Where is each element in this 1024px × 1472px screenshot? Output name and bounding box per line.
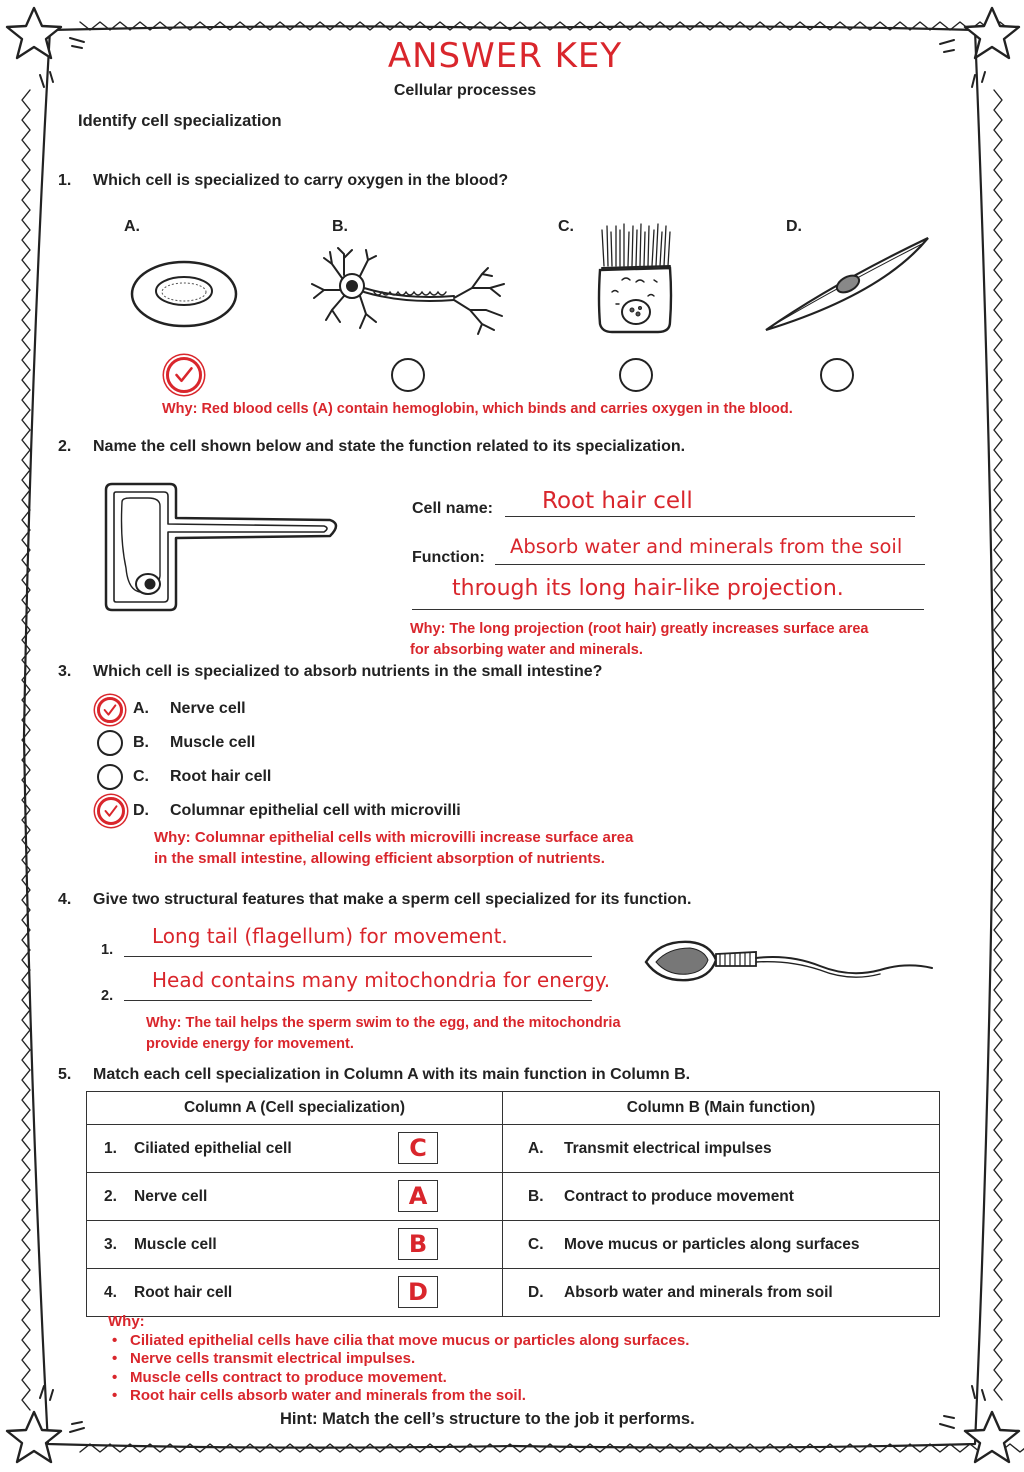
option-letter: B. <box>133 734 149 751</box>
table-row <box>87 1173 940 1221</box>
checkbox-checked[interactable] <box>97 797 125 825</box>
row-number: 4. <box>104 1283 117 1301</box>
cell-name-answer: Root hair cell <box>542 488 693 514</box>
q4-answer-1: Long tail (flagellum) for movement. <box>152 924 508 948</box>
question-number: 2. <box>58 438 72 455</box>
checkbox[interactable] <box>97 730 123 756</box>
option-label-d: D. <box>786 218 802 235</box>
question-4 <box>0 891 1024 913</box>
column-b-cell <box>503 1269 940 1317</box>
why-item: • Ciliated epithelial cells have cilia that move mucus or particles along surfaces. <box>108 1332 689 1351</box>
option-a-radio[interactable] <box>166 357 202 393</box>
why-list <box>108 1332 689 1406</box>
function-text: Contract to produce movement <box>564 1187 794 1205</box>
page-subtitle: Cellular processes <box>393 82 537 99</box>
cell-type: Ciliated epithelial cell <box>134 1139 292 1157</box>
q3-option-d[interactable] <box>95 796 595 826</box>
function-answer-line-2: through its long hair-like projection. <box>452 576 844 601</box>
column-a-cell <box>87 1269 503 1317</box>
function-label: Function: <box>412 549 485 566</box>
function-text: Move mucus or particles along surfaces <box>564 1235 860 1253</box>
option-c-radio[interactable] <box>619 358 653 392</box>
q2-explanation-1: Why: The long projection (root hair) greatly increases surface area <box>410 621 869 637</box>
star-icon <box>7 1412 61 1462</box>
table-row <box>87 1269 940 1317</box>
root-hair-cell-image <box>98 480 348 616</box>
question-text: Which cell is specialized to carry oxygen in the blood? <box>93 172 509 189</box>
answer-line-1 <box>124 956 592 957</box>
answer-box[interactable]: D <box>398 1276 438 1308</box>
section-heading: Identify cell specialization <box>78 112 282 130</box>
function-line-1 <box>495 564 925 565</box>
cell-name-label: Cell name: <box>412 500 493 517</box>
checkmark-icon <box>169 360 199 390</box>
q1-explanation: Why: Red blood cells (A) contain hemoglobin, which binds and carries oxygen in the blood. <box>162 401 793 417</box>
function-text: Transmit electrical impulses <box>564 1139 772 1157</box>
option-letter: D. <box>133 802 149 819</box>
ciliated-cell-image <box>592 220 678 336</box>
function-text: Absorb water and minerals from soil <box>564 1283 833 1301</box>
why-title: Why: <box>108 1313 145 1330</box>
table-header-row <box>87 1092 940 1125</box>
function-letter: D. <box>528 1283 544 1301</box>
question-text: Name the cell shown below and state the function related to its specialization. <box>93 438 686 455</box>
checkbox[interactable] <box>97 764 123 790</box>
cell-type: Nerve cell <box>134 1187 208 1205</box>
option-label-a: A. <box>124 218 140 235</box>
option-text: Root hair cell <box>170 768 272 785</box>
column-b-cell <box>503 1125 940 1173</box>
sperm-cell-image <box>640 930 936 992</box>
column-b-cell <box>503 1221 940 1269</box>
function-letter: A. <box>528 1139 544 1157</box>
option-d-radio[interactable] <box>820 358 854 392</box>
answer-number: 2. <box>101 988 114 1004</box>
q3-option-c[interactable] <box>95 764 595 792</box>
matching-table <box>86 1091 940 1317</box>
footer-hint: Hint: Match the cell’s structure to the job it performs. <box>280 1410 695 1428</box>
question-3 <box>0 663 1024 685</box>
answer-box[interactable]: B <box>398 1228 438 1260</box>
checkmark-icon <box>100 800 122 822</box>
option-text: Nerve cell <box>170 700 246 717</box>
cell-type: Muscle cell <box>134 1235 217 1253</box>
option-text: Columnar epithelial cell with microvilli <box>170 802 461 819</box>
q4-answer-2: Head contains many mitochondria for energy. <box>152 968 611 992</box>
answer-box[interactable]: A <box>398 1180 438 1212</box>
option-label-c: C. <box>558 218 574 235</box>
column-a-cell <box>87 1173 503 1221</box>
option-text: Muscle cell <box>170 734 256 751</box>
page-title: ANSWER KEY <box>387 36 623 76</box>
cell-type: Root hair cell <box>134 1283 233 1301</box>
question-number: 1. <box>58 172 72 189</box>
option-letter: C. <box>133 768 149 785</box>
answer-box[interactable]: C <box>398 1132 438 1164</box>
answer-line-2 <box>124 1000 592 1001</box>
question-text: Give two structural features that make a sperm cell specialized for its function. <box>93 891 692 908</box>
row-number: 2. <box>104 1187 117 1205</box>
option-b-radio[interactable] <box>391 358 425 392</box>
answer-number: 1. <box>101 942 114 958</box>
question-number: 4. <box>58 891 72 908</box>
muscle-cell-image <box>762 234 932 334</box>
q4-explanation-1: Why: The tail helps the sperm swim to the egg, and the mitochondria <box>146 1015 621 1031</box>
question-text: Which cell is specialized to absorb nutrients in the small intestine? <box>93 663 603 680</box>
q3-option-b[interactable] <box>95 730 595 758</box>
question-number: 3. <box>58 663 72 680</box>
why-item: • Muscle cells contract to produce movement. <box>108 1369 689 1388</box>
red-blood-cell-image <box>128 258 240 330</box>
column-b-cell <box>503 1173 940 1221</box>
option-letter: A. <box>133 700 149 717</box>
column-b-header: Column B (Main function) <box>503 1092 940 1125</box>
star-icon <box>965 1412 1019 1462</box>
column-a-cell <box>87 1221 503 1269</box>
column-a-cell <box>87 1125 503 1173</box>
checkmark-icon <box>100 700 120 720</box>
row-number: 1. <box>104 1139 117 1157</box>
checkbox-checked[interactable] <box>97 697 123 723</box>
function-answer-line-1: Absorb water and minerals from the soil <box>510 535 903 558</box>
q5-explanation <box>108 1313 689 1406</box>
question-1 <box>0 172 1024 194</box>
q2-explanation-2: for absorbing water and minerals. <box>410 642 643 658</box>
option-label-b: B. <box>332 218 348 235</box>
q3-explanation-1: Why: Columnar epithelial cells with microvilli increase surface area <box>154 829 634 846</box>
table-row <box>87 1125 940 1173</box>
q3-explanation-2: in the small intestine, allowing efficient absorption of nutrients. <box>154 850 605 867</box>
question-text: Match each cell specialization in Column A with its main function in Column B. <box>93 1066 691 1083</box>
nerve-cell-image <box>304 244 516 336</box>
q4-explanation-2: provide energy for movement. <box>146 1036 354 1052</box>
question-5 <box>0 1066 1024 1088</box>
row-number: 3. <box>104 1235 117 1253</box>
why-item: • Nerve cells transmit electrical impulses. <box>108 1350 689 1369</box>
column-a-header: Column A (Cell specialization) <box>87 1092 503 1125</box>
q3-option-a[interactable] <box>95 696 595 724</box>
function-line-2 <box>412 609 924 610</box>
question-2 <box>0 438 1024 460</box>
function-letter: B. <box>528 1187 544 1205</box>
function-letter: C. <box>528 1235 544 1253</box>
why-item: • Root hair cells absorb water and minerals from the soil. <box>108 1387 689 1406</box>
question-number: 5. <box>58 1066 72 1083</box>
cell-name-line <box>505 516 915 517</box>
table-row <box>87 1221 940 1269</box>
